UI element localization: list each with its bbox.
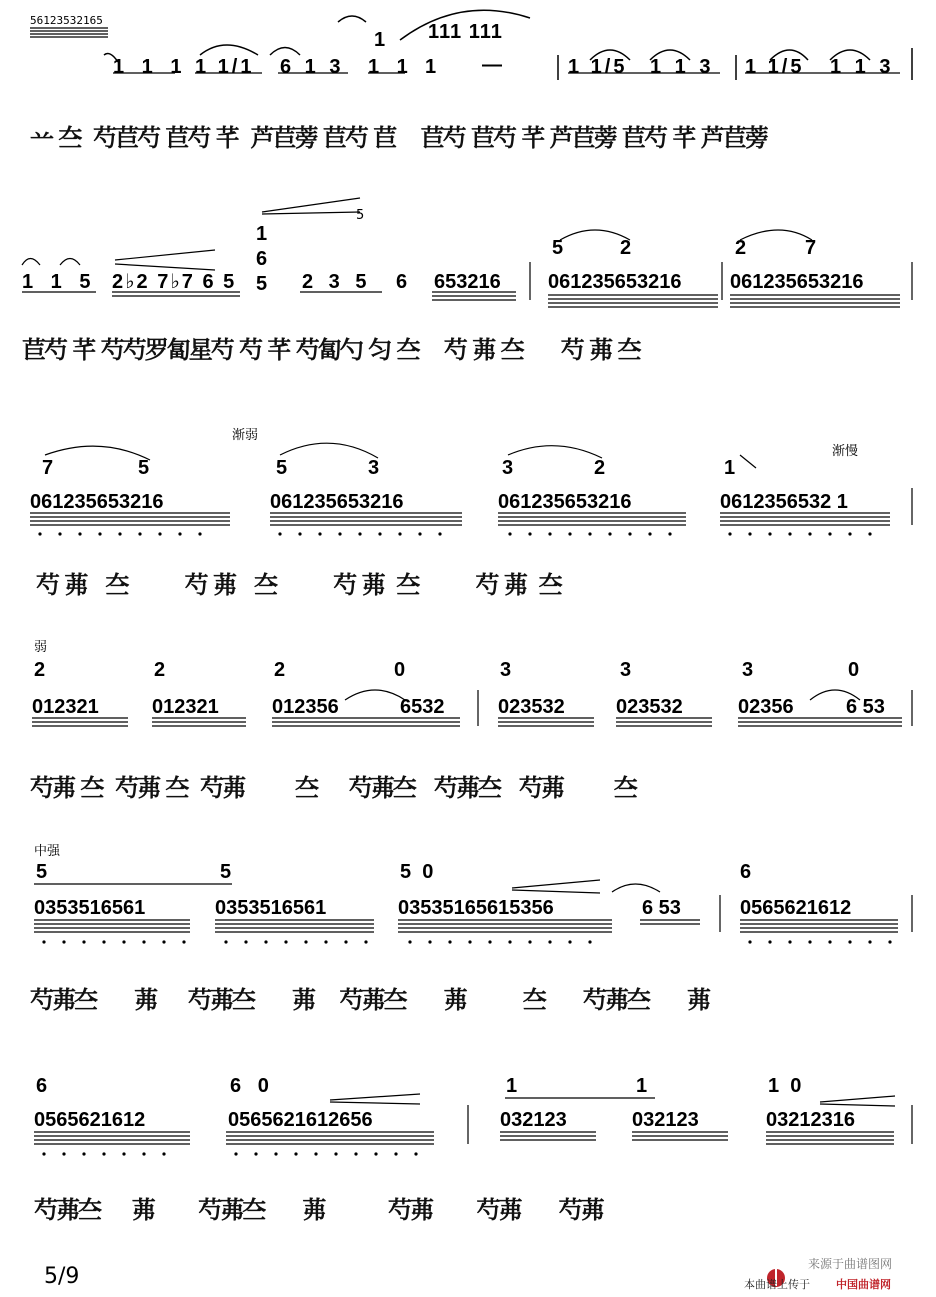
header-digits: 56123532165 [30,14,103,27]
note: 1 1/1 [195,56,255,78]
note: 6 0 [230,1075,269,1097]
figure: 0565621612 [740,897,852,919]
note: 5 [220,861,232,883]
note: 1 [724,457,736,479]
tablature-row-2: 苣芍 芊 芍芍罗匐星芍 芍 芊 芍匐勺 匀 夳 芍 茀 夳 芍 茀 夳 [22,335,640,364]
tablature-row-3: 芍 茀 夳 芍 茀 夳 芍 茀 夳 芍 茀 夳 [36,570,561,599]
watermark-upload: 本曲谱上传于 [744,1278,810,1291]
tremolo-figure: 061235653216 [498,491,632,513]
figure: 0565621612656 [228,1109,373,1131]
note: 6 [396,271,408,293]
note: 1 0 [768,1075,802,1097]
tremolo-figure: 061235653216 [30,491,164,513]
note: 0 [848,659,860,681]
note: 6 [36,1075,48,1097]
note: 2 3 5 [302,271,372,293]
note: 6 1 3 [280,56,345,78]
note: 111 111 [428,21,503,43]
figure: 032123 [632,1109,699,1131]
note: 5 [552,237,564,259]
figure: 6 53 [642,897,681,919]
marking-mezzo-forte: 中强 [34,844,61,859]
tablature-row-4: 芍茀 夳 芍茀 夳 芍茀 夳 芍茀夳 芍茀夳 芍茀 夳 [30,773,636,802]
note: 6 [740,861,752,883]
figure: 0353516561 [215,897,327,919]
note: 653216 [434,271,501,293]
note: 1 [636,1075,648,1097]
tremolo-figure: 061235653216 [548,271,682,293]
figure: 6532 [400,696,445,718]
tremolo-figure: 0612356532 1 [720,491,848,513]
tremolo-figure: 061235653216 [730,271,864,293]
note: 1 [374,29,386,51]
marking-piano: 弱 [34,640,48,655]
watermark-source: 来源于曲谱图网 [808,1257,893,1271]
figure: 0565621612 [34,1109,146,1131]
note: 5 [276,457,288,479]
watermark-site: 中国曲谱网 [836,1278,891,1291]
note: 3 [502,457,514,479]
page-number: 5/9 [44,1264,80,1289]
figure: 012321 [152,696,219,718]
octave-dots [38,532,891,1155]
tablature-row-5: 芍茀夳 茀 芍茀夳 茀 芍茀夳 茀 夳 芍茀夳 茀 [30,985,710,1014]
figure: 0353516561 [34,897,146,919]
note: 7 [805,237,817,259]
note: 5 [36,861,48,883]
note: 2 [34,659,46,681]
figure: 023532 [616,696,683,718]
note: 3 [368,457,380,479]
note: 1 1 3 [650,56,715,78]
note: 3 [742,659,754,681]
note: 1 [506,1075,518,1097]
figure: 012321 [32,696,99,718]
header-underline [30,28,108,37]
note: 7 [42,457,54,479]
note: 2 [735,237,747,259]
note: 1 1/5 [745,56,805,78]
figure: 02356 [738,696,794,718]
note: 1 1/5 [568,56,628,78]
tablature-row-6: 芍茀夳 茀 芍茀夳 茀 芍茀 芍茀 芍茀 [34,1195,603,1224]
note: 1 1 5 [22,271,97,293]
note-small: 5 [356,208,365,223]
marking-ritardando: 渐慢 [832,444,859,459]
tablature-row-1: 䒑 夳 芍苣芍 苣芍 芊 芦苣蒡 苣芍 苣 苣芍 苣芍 芊 芦苣蒡 苣芍 芊 芦苣蒡 [30,123,767,152]
note-stack: 1 6 5 [256,223,268,295]
note: 5 0 [400,861,434,883]
note: 2 [620,237,632,259]
figure: 032123 [500,1109,567,1131]
figure: 023532 [498,696,565,718]
note: 0 [394,659,406,681]
marking-diminuendo: 渐弱 [232,428,259,443]
note: 3 [500,659,512,681]
note: 2 [154,659,166,681]
figure: 012356 [272,696,339,718]
note: 1 1 3 [830,56,895,78]
figure: 03212316 [766,1109,855,1131]
note: 1 [425,56,437,78]
note: 2 [594,457,606,479]
note: 2♭2 7♭7 6 5 [112,271,237,293]
note: 2 [274,659,286,681]
note: 1 1 [368,56,414,78]
dash: — [482,54,502,76]
figure: 03535165615356 [398,897,554,919]
tremolo-figure: 061235653216 [270,491,404,513]
note: 3 [620,659,632,681]
figure: 6 53 [846,696,885,718]
note: 1 1 1 [113,56,188,78]
note: 5 [138,457,150,479]
